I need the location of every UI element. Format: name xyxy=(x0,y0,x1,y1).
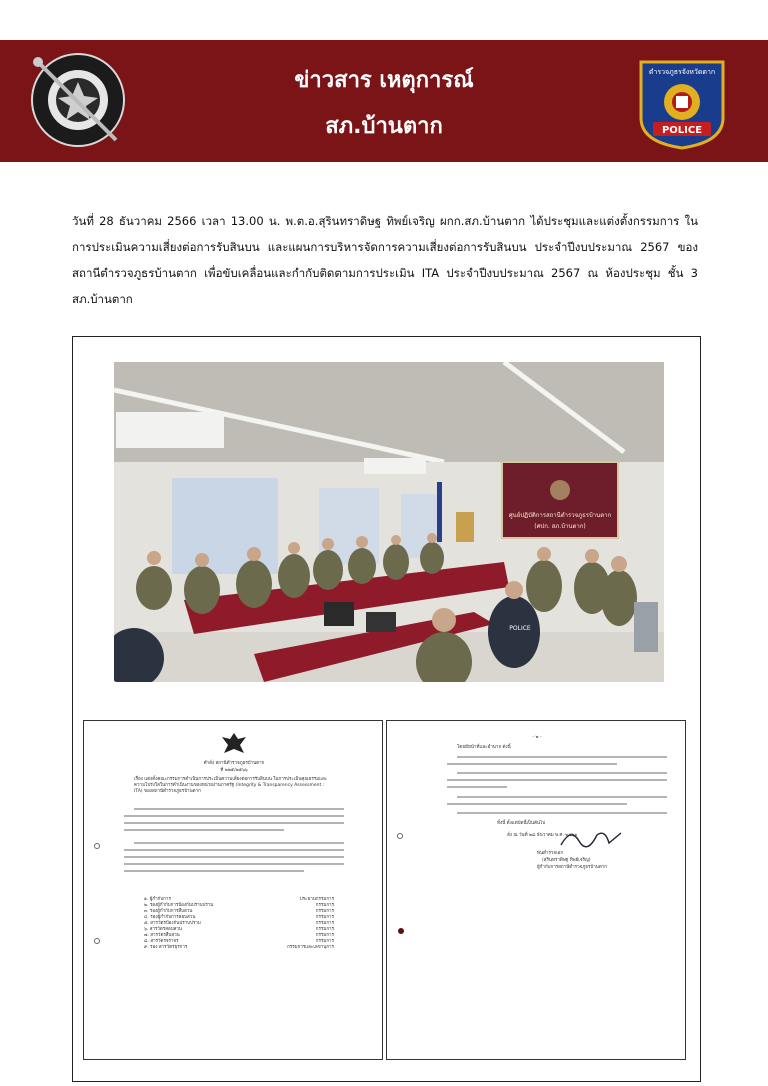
member-name: ๑. ผู้กำกับการ xyxy=(144,897,171,902)
member-role: กรรมการ xyxy=(315,927,334,932)
garuda-emblem-icon xyxy=(220,731,248,757)
article-paragraph: วันที่ 28 ธันวาคม 2566 เวลา 13.00 น. พ.ต.อ.สุรินทราดิษฐ ทิพย์เจริญ ผกก.สภ.บ้านตาก ได้ประชุมและแต่งตั้งกรรมการ ในการประเมินความเสี่ยงต่อการรับสินบน และแผนการบริหารจัดการความเสี่ยงต่อการรับสินบน ประจำปีงบประมาณ 2567 ของสถานีตำรวจภูธรบ้านตาก เพื่อขับเคลื่อนและกำกับติดตามการประเมิน ITA ประจำปีงบประมาณ 2567 ณ ห้องประชุม ชั้น 3 สภ.บ้านตาก xyxy=(72,214,698,306)
order-document-page-1 xyxy=(83,720,383,1060)
doc2-signer-name: (สุรินทราดิษฐ ทิพย์เจริญ) xyxy=(542,858,591,863)
doc1-subject: เรื่อง แต่งตั้งคณะกรรมการดำเนินการประเมินความเสี่ยงต่อการรับสินบน ในการประเมินคุณธรรมและความโปร่งใสในการดำเนินงานของหน่วยงานภาครัฐ (Integrity & Transparency Assessment : ITA) ของสถานีตำรวจภูธรบ้านตาก xyxy=(134,777,328,794)
doc1-number: ที่ ๒๒๕/๒๕๖๖ xyxy=(220,768,248,773)
member-role: กรรมการ xyxy=(315,903,334,908)
member-name: ๔. รองผู้กำกับการสอบสวน xyxy=(144,915,196,920)
badge-top-text: ตำรวจภูธรจังหวัดตาก xyxy=(648,68,716,76)
member-role: กรรมการ xyxy=(315,921,334,926)
doc2-signer-rank: พันตำรวจเอก xyxy=(537,851,564,856)
member-role: กรรมการและเลขานุการ xyxy=(287,945,334,950)
doc2-lead: โดยมีหน้าที่และอำนาจ ดังนี้ xyxy=(457,745,511,750)
header-title: ข่าวสาร เหตุการณ์ xyxy=(294,68,474,93)
member-name: ๓. รองผู้กำกับการสืบสวน xyxy=(144,909,193,914)
header-banner xyxy=(0,40,768,162)
laptop-label: POLICE xyxy=(509,625,531,632)
doc2-closing: ทั้งนี้ ตั้งแต่บัดนี้เป็นต้นไป xyxy=(497,821,546,826)
meeting-photo-drawing xyxy=(114,362,664,682)
meeting-photo xyxy=(114,362,664,682)
member-role: ประธานกรรมการ xyxy=(299,897,334,902)
header-subtitle: สภ.บ้านตาก xyxy=(325,114,443,139)
member-row xyxy=(144,945,334,951)
doc2-body-lines xyxy=(447,753,677,817)
member-role: กรรมการ xyxy=(315,933,334,938)
doc2-date-line: สั่ง ณ วันที่ ๒๘ ธันวาคม พ.ศ. ๒๕๖๖ xyxy=(507,833,578,838)
member-name: ๘. สารวัตรจราจร xyxy=(144,939,179,944)
order-document-page-2 xyxy=(386,720,686,1060)
member-name: ๗. สารวัตรสืบสวน xyxy=(144,933,180,938)
doc1-heading: คำสั่ง สถานีตำรวจภูธรบ้านตาก xyxy=(203,761,265,766)
member-name: ๕. สารวัตรป้องกันปราบปราม xyxy=(144,921,201,926)
doc2-signer-title: ผู้กำกับการสถานีตำรวจภูธรบ้านตาก xyxy=(537,865,608,870)
member-name: ๙. รอง สารวัตรธุรการ xyxy=(144,945,188,950)
police-badge-icon xyxy=(635,56,729,150)
punch-holes xyxy=(395,831,407,941)
sign-line-2: (ศปก. สภ.บ้านตาก) xyxy=(534,523,586,530)
member-name: ๒. รองผู้กำกับการป้องกันปราบปราม xyxy=(144,903,214,908)
member-role: กรรมการ xyxy=(315,909,334,914)
member-role: กรรมการ xyxy=(315,915,334,920)
badge-bottom-text: POLICE xyxy=(661,125,703,136)
sign-line-1: ศูนย์ปฏิบัติการสถานีตำรวจภูธรบ้านตาก xyxy=(508,512,612,519)
punch-holes xyxy=(92,841,102,951)
doc1-body-lines xyxy=(124,805,354,881)
member-name: ๖. สารวัตรสอบสวน xyxy=(144,927,182,932)
doc2-page-number: - ๒ - xyxy=(532,735,542,740)
members-list xyxy=(144,897,334,951)
signature-icon xyxy=(557,825,627,851)
member-role: กรรมการ xyxy=(315,939,334,944)
